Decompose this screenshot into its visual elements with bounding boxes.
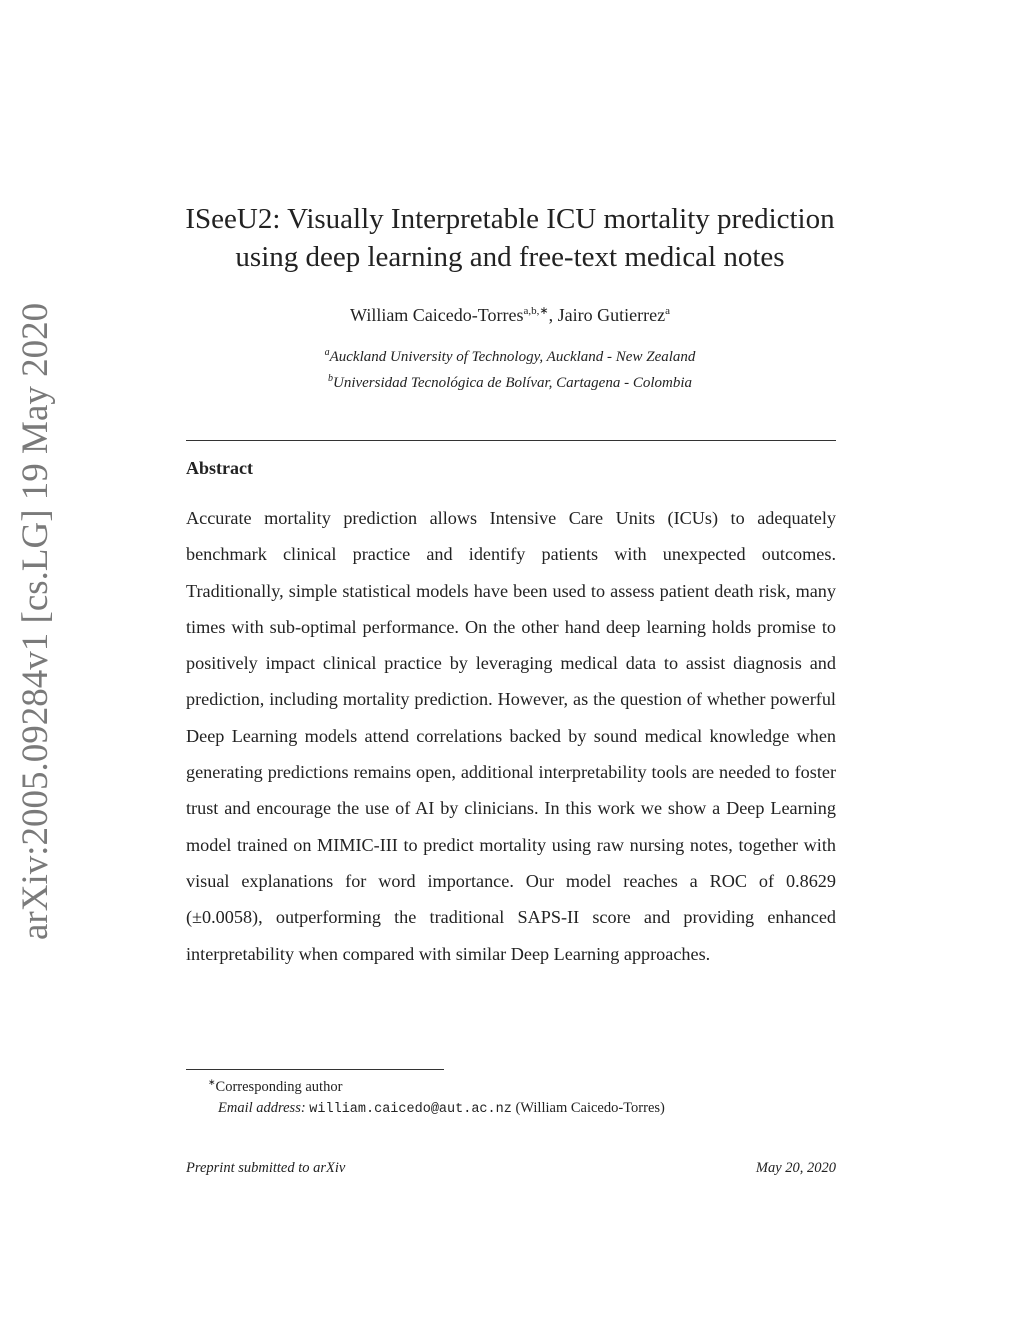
author-2-marks: a bbox=[665, 305, 670, 317]
affiliation-b-text: Universidad Tecnológica de Bolívar, Cartagena - Colombia bbox=[332, 375, 692, 391]
arxiv-side-stamp-container bbox=[14, 302, 64, 940]
affiliation-a bbox=[150, 342, 870, 368]
affiliations bbox=[150, 342, 870, 394]
title-line-2: using deep learning and free-text medical notes bbox=[235, 241, 785, 273]
footnote-mark: ∗ bbox=[208, 1077, 216, 1087]
author-separator: , bbox=[548, 305, 558, 325]
footnote-email-label: Email address: bbox=[218, 1099, 306, 1116]
paper-title bbox=[150, 200, 870, 276]
footer-preprint: Preprint submitted to arXiv bbox=[186, 1160, 346, 1176]
author-2-name: Jairo Gutierrez bbox=[557, 305, 666, 325]
affiliation-a-text: Auckland University of Technology, Auckland - New Zealand bbox=[329, 349, 696, 365]
footnote-email-name: (William Caicedo-Torres) bbox=[515, 1099, 665, 1116]
author-list bbox=[150, 304, 870, 326]
author-1-name: William Caicedo-Torres bbox=[350, 305, 524, 325]
arxiv-side-stamp: arXiv:2005.09284v1 [cs.LG] 19 May 2020 bbox=[15, 302, 56, 940]
author-1-marks: a,b,∗ bbox=[523, 305, 549, 317]
affiliation-a-mark: a bbox=[324, 347, 330, 358]
footer-date: May 20, 2020 bbox=[755, 1160, 836, 1176]
footnote-email-line bbox=[208, 1098, 665, 1120]
footnote-corresponding-text: Corresponding author bbox=[215, 1078, 343, 1095]
footnote-email[interactable]: william.caicedo@aut.ac.nz bbox=[309, 1101, 512, 1117]
abstract-heading: Abstract bbox=[186, 458, 253, 478]
affiliation-b bbox=[150, 368, 870, 394]
footnote bbox=[208, 1072, 665, 1120]
affiliation-b-mark: b bbox=[327, 373, 333, 384]
title-line-1: ISeeU2: Visually Interpretable ICU mortality prediction bbox=[185, 203, 835, 235]
footnote-rule bbox=[186, 1069, 444, 1070]
abstract-body: Accurate mortality prediction allows Intensive Care Units (ICUs) to adequately benchmark clinical practice and identify patients with unexpected outcomes. Traditionally, simple statistical models have been used to assess patient death risk, many times with sub-optimal performance. On the other hand deep learning holds promise to positively impact clinical practice by leveraging medical data to assist diagnosis and prediction, including mortality prediction. However, as the question of whether powerful Deep Learning models attend correlations backed by sound medical knowledge when generating predictions remains open, additional interpretability tools are needed to foster trust and encourage the use of AI by clinicians. In this work we show a Deep Learning model trained on MIMIC-III to predict mortality using raw nursing notes, together with visual explanations for word importance. Our model reaches a ROC of 0.8629 (±0.0058), outperforming the traditional SAPS-II score and providing enhanced interpretability when compared with similar Deep Learning approaches. bbox=[186, 508, 836, 964]
abstract-top-rule bbox=[186, 440, 836, 441]
footnote-corresponding bbox=[208, 1072, 665, 1098]
